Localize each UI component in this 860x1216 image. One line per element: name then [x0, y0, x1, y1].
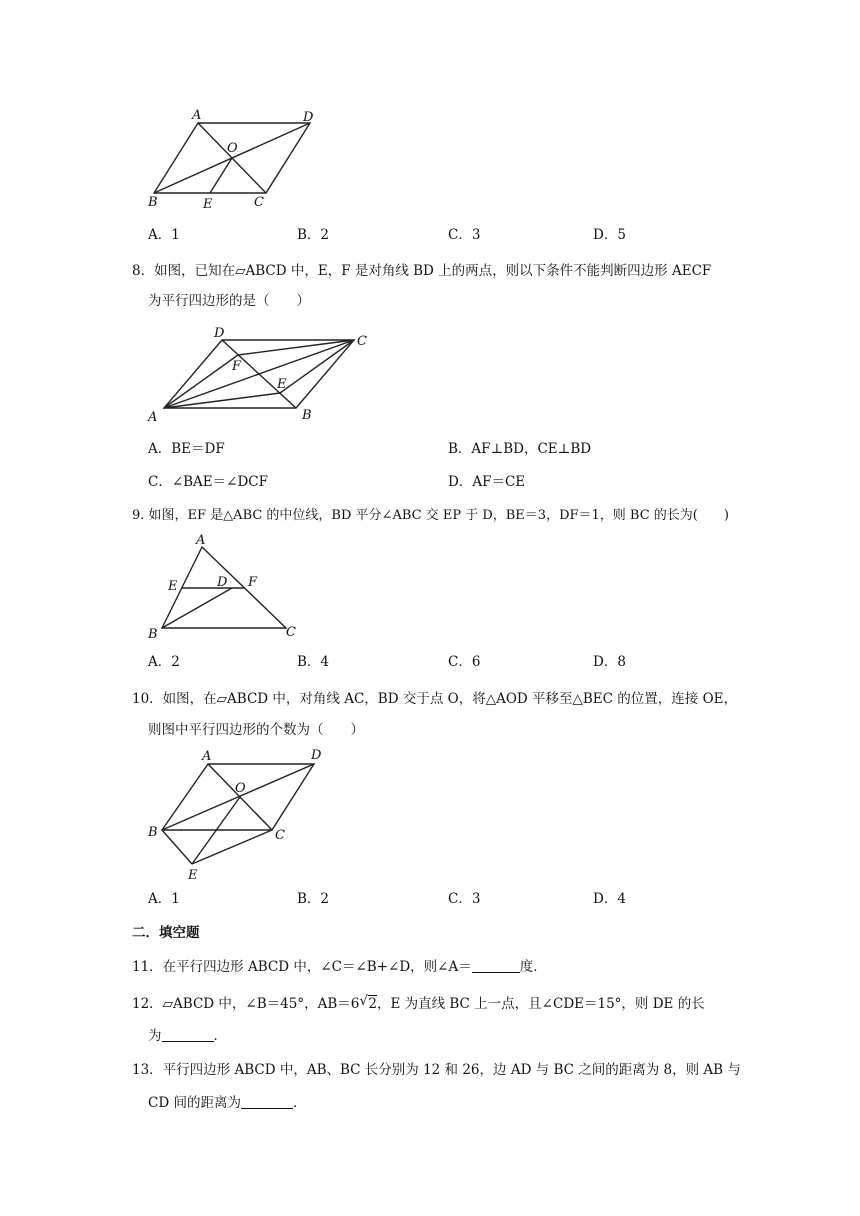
q10-option-c: C．3 — [448, 891, 481, 907]
q12-text-before: 12．▱ABCD 中，∠B＝45°，AB＝6 — [132, 996, 360, 1012]
q9-label-c: C — [286, 625, 296, 640]
q8-label-b: B — [302, 408, 312, 423]
q9-option-a: A．2 — [148, 654, 180, 670]
q7-label-o: O — [227, 141, 238, 156]
q9-stem: 9. 如图，EF 是△ABC 的中位线，BD 平分∠ABC 交 EP 于 D，BE＝3，DF＝1，则 BC 的长为( ) — [132, 508, 729, 523]
q12-sqrt — [359, 995, 377, 1013]
q12-line1 — [132, 995, 705, 1013]
q7-option-c: C．3 — [448, 227, 481, 243]
q8-stem-line1: 8．如图，已知在▱ABCD 中，E，F 是对角线 BD 上的两点，则以下条件不能判断四边形 AECF — [132, 263, 712, 279]
q10-label-d: D — [311, 748, 322, 763]
q10-label-o: O — [235, 781, 246, 796]
q10-label-e: E — [188, 868, 198, 883]
q11-text-after: 度． — [519, 959, 547, 975]
q13-line2-after: ． — [292, 1095, 307, 1111]
q10-option-d: D．4 — [593, 891, 626, 907]
q10-option-a: A．1 — [148, 891, 180, 907]
q10-label-a: A — [202, 749, 212, 764]
section-title: 二．填空题 — [132, 925, 200, 941]
q10-stem-line1: 10．如图，在▱ABCD 中，对角线 AC，BD 交于点 O，将△AOD 平移至△BEC 的位置，连接 OE， — [132, 691, 737, 707]
q9-label-e: E — [168, 579, 178, 594]
q11 — [132, 958, 547, 976]
q13-line2-before: CD 间的距离为 — [148, 1095, 241, 1111]
q7-label-a: A — [192, 108, 202, 123]
q10-option-b: B．2 — [297, 891, 330, 907]
q12-sqrt-value: 2 — [368, 996, 377, 1012]
q7-option-b: B．2 — [297, 227, 330, 243]
q8-stem-line2: 为平行四边形的是（ ） — [148, 293, 310, 309]
q8-label-c: C — [357, 334, 367, 349]
q10-stem-line2: 则图中平行四边形的个数为（ ） — [148, 722, 364, 738]
q10-label-b: B — [148, 825, 158, 840]
q12-line2 — [148, 1027, 227, 1045]
q9-label-b: B — [148, 627, 158, 642]
q12-text-after: ，E 为直线 BC 上一点，且∠CDE＝15°，则 DE 的长 — [376, 996, 705, 1012]
q8-label-d: D — [214, 326, 225, 341]
q9-label-f: F — [248, 575, 258, 590]
q7-option-a: A．1 — [148, 227, 180, 243]
q12-line2-before: 为 — [148, 1028, 162, 1044]
q13-line1: 13．平行四边形 ABCD 中，AB、BC 长分别为 12 和 26，边 AD 与 BC 之间的距离为 8，则 AB 与 — [132, 1062, 741, 1078]
q9-label-d: D — [217, 575, 228, 590]
q8-option-d: D．AF＝CE — [448, 474, 526, 490]
q7-label-e: E — [203, 197, 213, 212]
q7-label-c: C — [254, 195, 264, 210]
q8-figure — [140, 322, 380, 427]
q9-option-b: B．4 — [297, 654, 330, 670]
q11-answer-blank[interactable] — [472, 958, 520, 973]
q7-label-b: B — [148, 195, 158, 210]
q10-figure — [140, 744, 340, 884]
q8-option-c: C．∠BAE＝∠DCF — [148, 474, 268, 490]
q7-label-d: D — [303, 110, 314, 125]
q9-label-a: A — [196, 533, 206, 548]
q9-option-d: D．8 — [593, 654, 626, 670]
q12-answer-blank[interactable] — [162, 1027, 214, 1042]
q7-figure — [140, 105, 340, 215]
q9-option-c: C．6 — [448, 654, 481, 670]
q8-label-e: E — [277, 377, 287, 392]
q13-line2 — [148, 1094, 306, 1112]
q10-label-c: C — [275, 828, 285, 843]
q11-text-before: 11．在平行四边形 ABCD 中，∠C＝∠B+∠D，则∠A＝ — [132, 959, 472, 975]
q7-option-d: D．5 — [593, 227, 626, 243]
q12-line2-after: ． — [213, 1028, 227, 1044]
q9-figure — [140, 532, 320, 647]
q8-option-a: A．BE＝DF — [148, 441, 225, 457]
q8-label-a: A — [148, 410, 158, 425]
q8-option-b: B．AF⊥BD，CE⊥BD — [448, 441, 592, 457]
q13-answer-blank[interactable] — [241, 1094, 293, 1109]
q8-label-f: F — [232, 359, 242, 374]
radical-sign-icon: √ — [359, 993, 368, 1009]
